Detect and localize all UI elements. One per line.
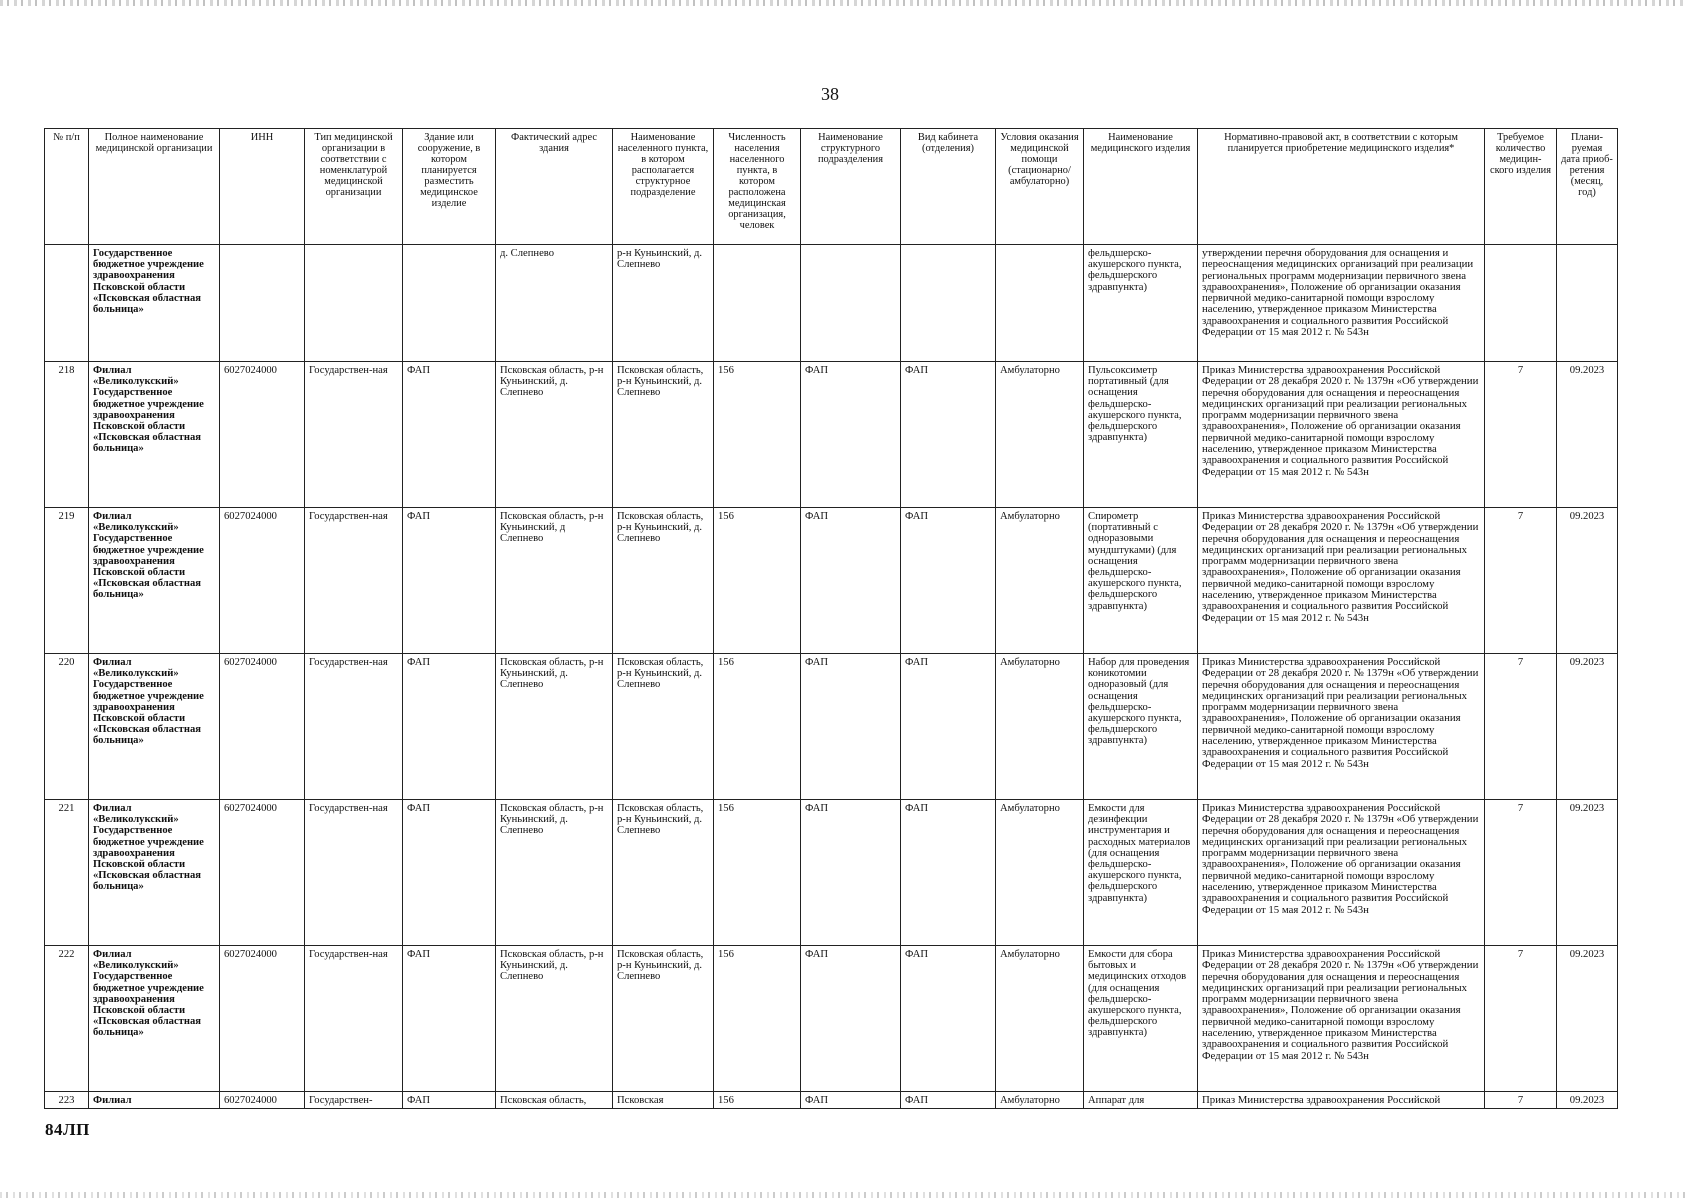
cell-address: Псковская область, [496, 1092, 613, 1109]
cell-building: ФАП [403, 800, 496, 946]
cell-type: Государствен-ная [305, 800, 403, 946]
cell-conditions: Амбулаторно [996, 946, 1084, 1092]
cell-qty: 7 [1485, 946, 1557, 1092]
cell-device: Спирометр (портативный с одноразовыми мундштуками) (для оснащения фельдшерско-акушерского пункта, фельдшерского здравпункта) [1084, 508, 1198, 654]
cell-address: Псковская область, р-н Куньинский, д. Слепнево [496, 946, 613, 1092]
cell-device: Пульсоксиметр портативный (для оснащения фельдшерско-акушерского пункта, фельдшерского здравпункта) [1084, 362, 1198, 508]
cell-date: 09.2023 [1557, 1092, 1618, 1109]
cell-law: Приказ Министерства здравоохранения Российской Федерации от 28 декабря 2020 г. № 1379н «Об утверждении перечня оборудования для оснащения и переоснащения медицинских организаций при реализации региональных программ модернизации первичного звена здравоохранения», Положение об организации оказания первичной медико-санитарной помощи взрослому населению, утвержденное приказом Министерства здравоохранения и социального развития Российской Федерации от 15 мая 2012 г. № 543н [1198, 508, 1485, 654]
equipment-table [44, 128, 1618, 1109]
cell-building: ФАП [403, 362, 496, 508]
table-row-continued [45, 245, 1618, 362]
cell-num: 221 [45, 800, 89, 946]
cell-cabinet: ФАП [901, 508, 996, 654]
cell-date: 09.2023 [1557, 800, 1618, 946]
table-row [45, 946, 1618, 1092]
cell-address: Псковская область, р-н Куньинский, д. Слепнево [496, 654, 613, 800]
cell-conditions: Амбулаторно [996, 508, 1084, 654]
cell-conditions: Амбулаторно [996, 654, 1084, 800]
cell-date: 09.2023 [1557, 654, 1618, 800]
cell-type: Государствен-ная [305, 362, 403, 508]
cell-type: Государствен-ная [305, 946, 403, 1092]
cell-num: 219 [45, 508, 89, 654]
cell-settlement: Псковская область, р-н Куньинский, д. Слепнево [613, 362, 714, 508]
cell-device: Емкости для сбора бытовых и медицинских отходов (для оснащения фельдшерско-акушерского пункта, фельдшерского здравпункта) [1084, 946, 1198, 1092]
col-header-device: Наименование медицинского изделия [1084, 129, 1198, 245]
cell-inn: 6027024000 [220, 800, 305, 946]
cell-device: фельдшерско-акушерского пункта, фельдшерского здравпункта) [1084, 245, 1198, 362]
cell-population: 156 [714, 508, 801, 654]
cell-settlement: Псковская область, р-н Куньинский, д. Слепнево [613, 654, 714, 800]
cell-cabinet: ФАП [901, 800, 996, 946]
table-row [45, 800, 1618, 946]
col-header-num: № п/п [45, 129, 89, 245]
table-row [45, 362, 1618, 508]
cell-unit: ФАП [801, 1092, 901, 1109]
cell-num: 222 [45, 946, 89, 1092]
cell-org: Филиал «Великолукский» Государственное бюджетное учреждение здравоохранения Псковской области «Псковская областная больница» [89, 654, 220, 800]
col-header-conditions: Условия оказания медицинской помощи (стационарно/ амбулаторно) [996, 129, 1084, 245]
cell-building: ФАП [403, 654, 496, 800]
cell-settlement: Псковская область, р-н Куньинский, д. Слепнево [613, 508, 714, 654]
cell-inn: 6027024000 [220, 508, 305, 654]
cell-settlement: р-н Куньинский, д. Слепнево [613, 245, 714, 362]
cell-num: 220 [45, 654, 89, 800]
cell-conditions: Амбулаторно [996, 1092, 1084, 1109]
cell-cabinet: ФАП [901, 1092, 996, 1109]
col-header-law: Нормативно-правовой акт, в соответствии с которым планируется приобретение медицинского изделия* [1198, 129, 1485, 245]
table-row [45, 508, 1618, 654]
cell-device: Набор для проведения коникотомии одноразовый (для оснащения фельдшерско-акушерского пункта, фельдшерского здравпункта) [1084, 654, 1198, 800]
cell-law: Приказ Министерства здравоохранения Российской Федерации от 28 декабря 2020 г. № 1379н «Об утверждении перечня оборудования для оснащения и переоснащения медицинских организаций при реализации региональных программ модернизации первичного звена здравоохранения», Положение об организации оказания первичной медико-санитарной помощи взрослому населению, утвержденное приказом Министерства здравоохранения и социального развития Российской Федерации от 15 мая 2012 г. № 543н [1198, 946, 1485, 1092]
table-row [45, 1092, 1618, 1109]
cell-conditions: Амбулаторно [996, 800, 1084, 946]
cell-address: Псковская область, р-н Куньинский, д. Слепнево [496, 362, 613, 508]
cell-address: Псковская область, р-н Куньинский, д Слепнево [496, 508, 613, 654]
cell-address: д. Слепнево [496, 245, 613, 362]
cell-unit: ФАП [801, 800, 901, 946]
cell-cabinet: ФАП [901, 654, 996, 800]
cell-org: Государственное бюджетное учреждение здравоохранения Псковской области «Псковская областная больница» [89, 245, 220, 362]
cell-conditions: Амбулаторно [996, 362, 1084, 508]
cell-law: Приказ Министерства здравоохранения Российской Федерации от 28 декабря 2020 г. № 1379н «Об утверждении перечня оборудования для оснащения и переоснащения медицинских организаций при реализации региональных программ модернизации первичного звена здравоохранения», Положение об организации оказания первичной медико-санитарной помощи взрослому населению, утвержденное приказом Министерства здравоохранения и социального развития Российской Федерации от 15 мая 2012 г. № 543н [1198, 654, 1485, 800]
page-number: 38 [821, 84, 839, 104]
cell-qty: 7 [1485, 362, 1557, 508]
document-code: 84ЛП [45, 1120, 90, 1139]
cell-qty: 7 [1485, 800, 1557, 946]
table-row [45, 654, 1618, 800]
cell-device: Аппарат для [1084, 1092, 1198, 1109]
cell-cabinet: ФАП [901, 362, 996, 508]
cell-unit: ФАП [801, 508, 901, 654]
col-header-type: Тип медицинской организации в соответствии с номенклатурой медицинской организации [305, 129, 403, 245]
cell-building: ФАП [403, 1092, 496, 1109]
cell-building: ФАП [403, 508, 496, 654]
cell-population: 156 [714, 800, 801, 946]
col-header-cabinet: Вид кабинета (отделения) [901, 129, 996, 245]
cell-settlement: Псковская область, р-н Куньинский, д. Слепнево [613, 946, 714, 1092]
cell-law: Приказ Министерства здравоохранения Российской Федерации от 28 декабря 2020 г. № 1379н «Об утверждении перечня оборудования для оснащения и переоснащения медицинских организаций при реализации региональных программ модернизации первичного звена здравоохранения», Положение об организации оказания первичной медико-санитарной помощи взрослому населению, утвержденное приказом Министерства здравоохранения и социального развития Российской Федерации от 15 мая 2012 г. № 543н [1198, 800, 1485, 946]
cell-settlement: Псковская область, р-н Куньинский, д. Слепнево [613, 800, 714, 946]
cell-type: Государствен- [305, 1092, 403, 1109]
col-header-inn: ИНН [220, 129, 305, 245]
cell-num: 218 [45, 362, 89, 508]
cell-device: Емкости для дезинфекции инструментария и расходных материалов (для оснащения фельдшерско-акушерского пункта, фельдшерского здравпункта) [1084, 800, 1198, 946]
cell-inn: 6027024000 [220, 946, 305, 1092]
scan-edge-bottom [0, 1192, 1686, 1198]
cell-building: ФАП [403, 946, 496, 1092]
cell-law: утверждении перечня оборудования для оснащения и переоснащения медицинских организаций при реализации региональных программ модернизации первичного звена здравоохранения», Положение об организации оказания первичной медико-санитарной помощи взрослому населению, утвержденное приказом Министерства здравоохранения и социального развития Российской Федерации от 15 мая 2012 г. № 543н [1198, 245, 1485, 362]
cell-org: Филиал «Великолукский» Государственное бюджетное учреждение здравоохранения Псковской области «Псковская областная больница» [89, 800, 220, 946]
cell-population: 156 [714, 946, 801, 1092]
cell-population: 156 [714, 654, 801, 800]
cell-law: Приказ Министерства здравоохранения Российской [1198, 1092, 1485, 1109]
cell-inn: 6027024000 [220, 1092, 305, 1109]
col-header-unit: Наименование структурного подразделения [801, 129, 901, 245]
col-header-settlement: Наименование населенного пункта, в котором располагается структурное подразделение [613, 129, 714, 245]
col-header-qty: Требуемое количество медицин-ского изделия [1485, 129, 1557, 245]
cell-unit: ФАП [801, 654, 901, 800]
cell-org: Филиал «Великолукский» Государственное бюджетное учреждение здравоохранения Псковской области «Псковская областная больница» [89, 508, 220, 654]
col-header-population: Численность населения населенного пункта, в котором расположена медицинская организация, человек [714, 129, 801, 245]
cell-date: 09.2023 [1557, 946, 1618, 1092]
header-row [45, 129, 1618, 245]
cell-org: Филиал «Великолукский» Государственное бюджетное учреждение здравоохранения Псковской области «Псковская областная больница» [89, 946, 220, 1092]
cell-inn: 6027024000 [220, 654, 305, 800]
cell-qty: 7 [1485, 508, 1557, 654]
cell-qty: 7 [1485, 654, 1557, 800]
cell-cabinet: ФАП [901, 946, 996, 1092]
scan-edge-top [0, 0, 1686, 6]
cell-qty: 7 [1485, 1092, 1557, 1109]
cell-type: Государствен-ная [305, 508, 403, 654]
cell-population: 156 [714, 362, 801, 508]
cell-type: Государствен-ная [305, 654, 403, 800]
cell-population: 156 [714, 1092, 801, 1109]
cell-date: 09.2023 [1557, 508, 1618, 654]
cell-org: Филиал «Великолукский» Государственное бюджетное учреждение здравоохранения Псковской области «Псковская областная больница» [89, 362, 220, 508]
cell-unit: ФАП [801, 362, 901, 508]
cell-unit: ФАП [801, 946, 901, 1092]
col-header-address: Фактический адрес здания [496, 129, 613, 245]
cell-num: 223 [45, 1092, 89, 1109]
col-header-date: Плани-руемая дата приоб-ретения (месяц, год) [1557, 129, 1618, 245]
cell-settlement: Псковская [613, 1092, 714, 1109]
col-header-building: Здание или сооружение, в котором планируется разместить медицинское изделие [403, 129, 496, 245]
cell-address: Псковская область, р-н Куньинский, д. Слепнево [496, 800, 613, 946]
cell-law: Приказ Министерства здравоохранения Российской Федерации от 28 декабря 2020 г. № 1379н «Об утверждении перечня оборудования для оснащения и переоснащения медицинских организаций при реализации региональных программ модернизации первичного звена здравоохранения», Положение об организации оказания первичной медико-санитарной помощи взрослому населению, утвержденное приказом Министерства здравоохранения и социального развития Российской Федерации от 15 мая 2012 г. № 543н [1198, 362, 1485, 508]
cell-inn: 6027024000 [220, 362, 305, 508]
cell-org: Филиал [89, 1092, 220, 1109]
cell-date: 09.2023 [1557, 362, 1618, 508]
col-header-org: Полное наименование медицинской организации [89, 129, 220, 245]
